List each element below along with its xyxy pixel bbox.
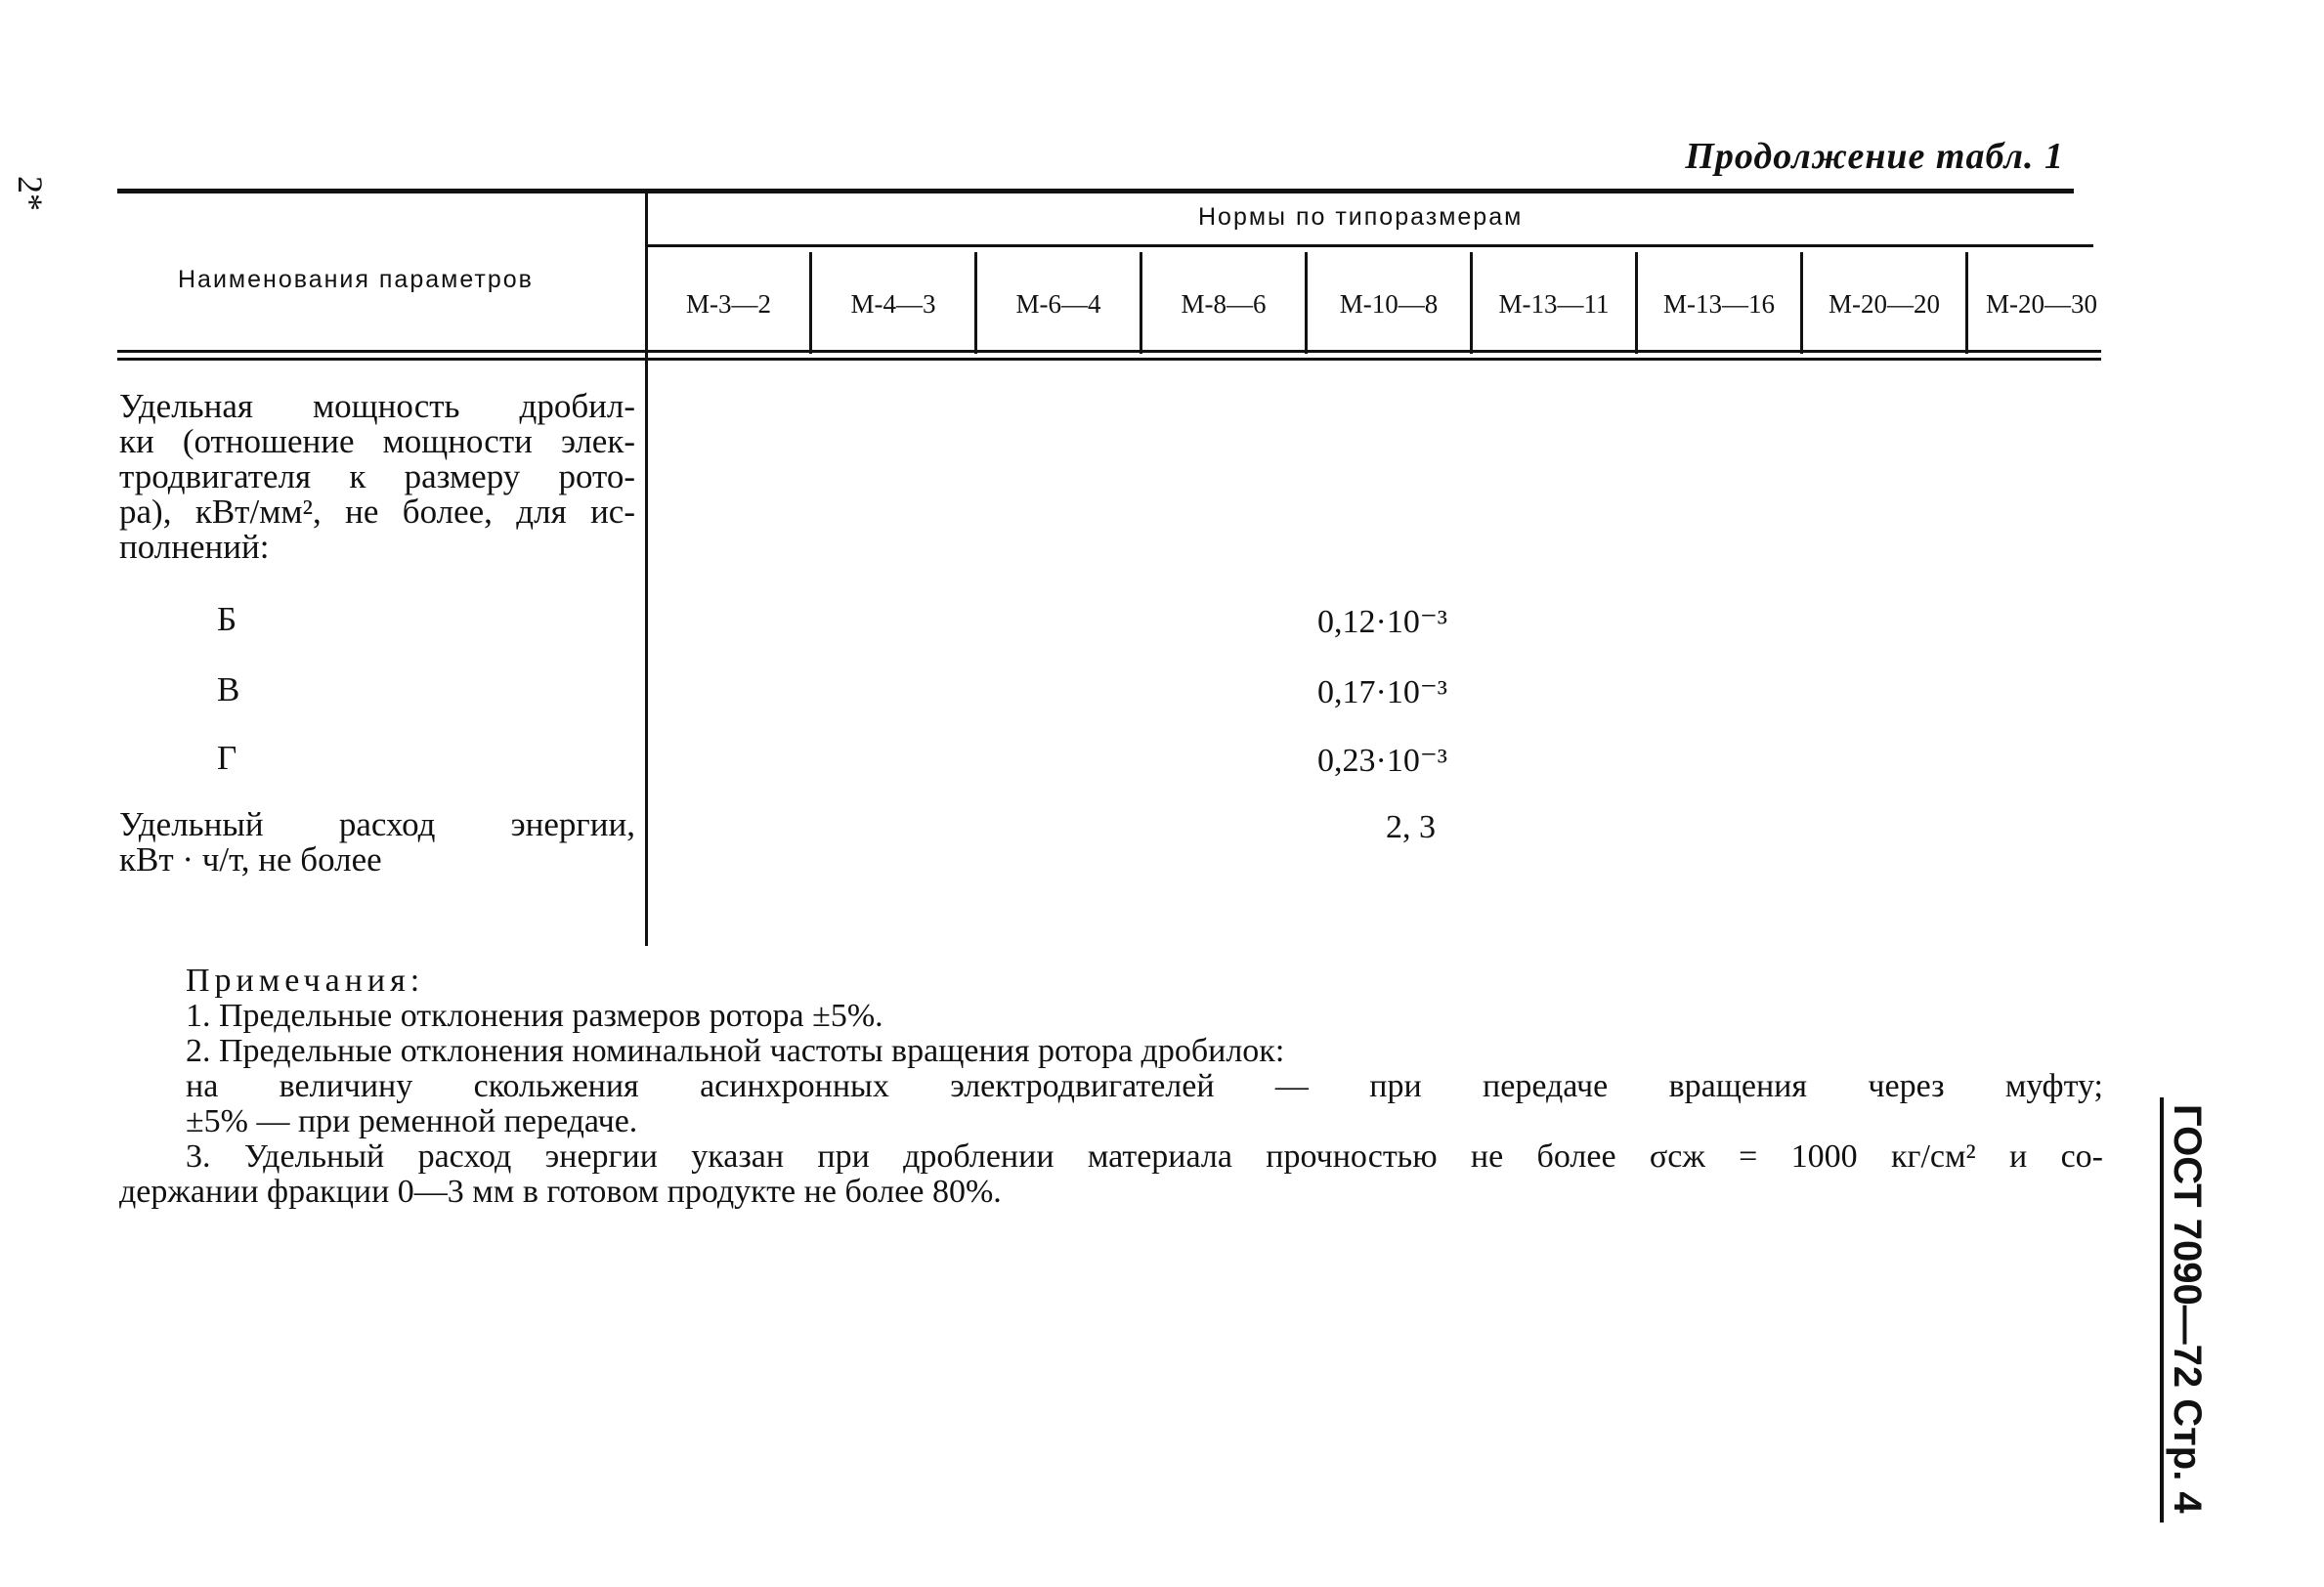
column-header: М-6—4 bbox=[1015, 289, 1101, 319]
note-2a: на величину скольжения асинхронных электродвигателей — при передаче вращения через муфту; bbox=[186, 1068, 2103, 1104]
variant-label-v: В bbox=[217, 670, 240, 708]
column-header: М-13—11 bbox=[1498, 289, 1610, 319]
note-3b: держании фракции 0—3 мм в готовом продукте не более 80%. bbox=[119, 1174, 1002, 1210]
column-header: М-8—6 bbox=[1181, 289, 1267, 319]
note-2b: ±5% — при ременной передаче. bbox=[186, 1103, 638, 1139]
norms-underline bbox=[647, 244, 2093, 247]
note-1: 1. Предельные отклонения размеров ротора ±5%. bbox=[186, 998, 883, 1034]
notes-title: Примечания: bbox=[186, 963, 425, 999]
param-line: тродвигателя к размеру рото- bbox=[119, 457, 635, 495]
column-header: М-13—16 bbox=[1663, 289, 1775, 319]
energy-value: 2, 3 bbox=[1386, 809, 1436, 845]
side-document-title: ГОСТ 7090—72 Стр. 4 bbox=[2166, 1104, 2209, 1514]
param-specific-energy bbox=[119, 807, 635, 878]
column-header: М-10—8 bbox=[1339, 289, 1439, 319]
note-2: 2. Предельные отклонения номинальной частоты вращения ротора дробилок: bbox=[186, 1033, 1285, 1069]
param-line: Удельная мощность дробил- bbox=[119, 387, 635, 425]
param-line: кВт · ч/т, не более bbox=[119, 840, 382, 879]
variant-value-g: 0,23·10⁻³ bbox=[1317, 743, 1447, 779]
variant-value-b: 0,12·10⁻³ bbox=[1317, 604, 1447, 640]
norms-header: Нормы по типоразмерам bbox=[1198, 203, 1524, 231]
param-line: ра), кВт/мм², не более, для ис- bbox=[119, 493, 635, 531]
column-header: М-3—2 bbox=[686, 289, 771, 319]
note-3a: 3. Удельный расход энергии указан при дроблении материала прочностью не более σсж = 1000 кг/см² и со- bbox=[186, 1138, 2103, 1175]
header-bottom-rule-2 bbox=[117, 358, 2101, 361]
continuation-title: Продолжение табл. 1 bbox=[1685, 136, 2064, 177]
column-header: М-20—30 bbox=[1986, 289, 2097, 319]
notes-block bbox=[119, 964, 2103, 1210]
side-title-rule bbox=[2160, 1097, 2164, 1523]
param-line: Удельный расход энергии, bbox=[119, 805, 635, 843]
param-line: ки (отношение мощности элек- bbox=[119, 422, 635, 460]
variant-label-g: Г bbox=[217, 739, 237, 777]
param-column-header: Наименования параметров bbox=[178, 266, 534, 293]
page-mark: 2* bbox=[11, 176, 50, 211]
column-header: М-20—20 bbox=[1829, 289, 1940, 319]
variant-label-b: Б bbox=[217, 600, 237, 638]
param-specific-power bbox=[119, 389, 635, 565]
column-header: М-4—3 bbox=[850, 289, 936, 319]
variant-value-v: 0,17·10⁻³ bbox=[1317, 674, 1447, 710]
header-bottom-rule-1 bbox=[117, 350, 2101, 353]
param-line: полнений: bbox=[119, 528, 270, 566]
table-top-rule bbox=[117, 189, 2074, 193]
